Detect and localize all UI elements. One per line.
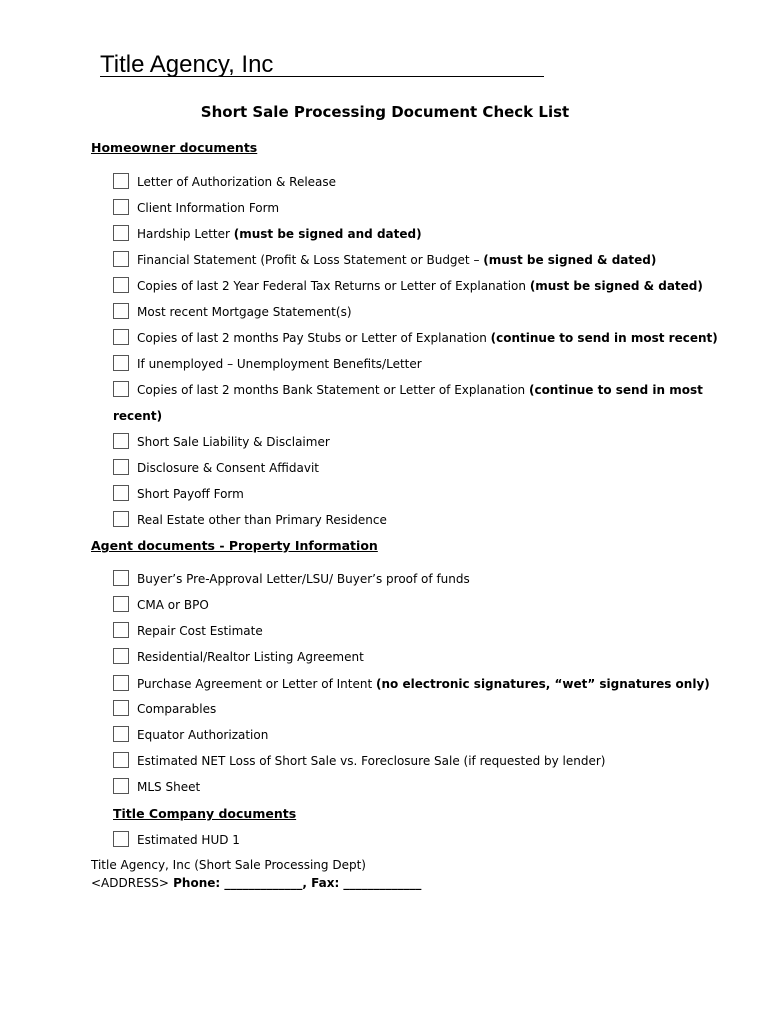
checkbox[interactable]	[113, 199, 129, 215]
checkbox[interactable]	[113, 700, 129, 716]
item-note: (must be signed and dated)	[233, 227, 422, 241]
item-label: Residential/Realtor Listing Agreement	[137, 650, 364, 664]
item-note: (no electronic signatures, “wet” signatures only)	[376, 677, 710, 691]
item-label: Client Information Form	[137, 201, 280, 215]
checkbox[interactable]	[113, 596, 129, 612]
item-note: (continue to send in most	[528, 383, 703, 397]
checkbox[interactable]	[113, 752, 129, 768]
item-label: Comparables	[137, 702, 217, 716]
checkbox[interactable]	[113, 277, 129, 293]
agency-name: Title Agency, Inc	[100, 51, 274, 78]
checkbox[interactable]	[113, 648, 129, 664]
item-label: Short Sale Liability & Disclaimer	[137, 435, 330, 449]
item-label: Hardship Letter	[137, 227, 234, 241]
checkbox[interactable]	[113, 831, 129, 847]
item-label: Disclosure & Consent Affidavit	[137, 461, 320, 475]
item-label: Equator Authorization	[137, 728, 269, 742]
item-label: Copies of last 2 months Pay Stubs or Letter of Explanation	[137, 331, 491, 345]
checkbox[interactable]	[113, 303, 129, 319]
checkbox[interactable]	[113, 622, 129, 638]
item-label: If unemployed – Unemployment Benefits/Letter	[137, 357, 422, 371]
item-label: Most recent Mortgage Statement(s)	[137, 305, 352, 319]
item-note: (must be signed & dated)	[529, 279, 703, 293]
checkbox[interactable]	[113, 329, 129, 345]
footer-department: Title Agency, Inc (Short Sale Processing Dept)	[91, 858, 366, 872]
item-label: Copies of last 2 Year Federal Tax Returns or Letter of Explanation	[137, 279, 530, 293]
item-label: CMA or BPO	[137, 598, 209, 612]
title-company-documents-heading: Title Company documents	[113, 806, 297, 821]
checkbox[interactable]	[113, 675, 129, 691]
checkbox[interactable]	[113, 485, 129, 501]
checkbox[interactable]	[113, 225, 129, 241]
item-label: Purchase Agreement or Letter of Intent	[137, 677, 376, 691]
item-label: Copies of last 2 months Bank Statement or Letter of Explanation	[137, 383, 529, 397]
item-label: Real Estate other than Primary Residence	[137, 513, 387, 527]
item-label: Short Payoff Form	[137, 487, 244, 501]
checkbox[interactable]	[113, 570, 129, 586]
item-label: Financial Statement (Profit & Loss Statement or Budget –	[137, 253, 484, 267]
footer-address: <ADDRESS>	[91, 876, 169, 890]
checkbox[interactable]	[113, 355, 129, 371]
checkbox[interactable]	[113, 459, 129, 475]
checkbox[interactable]	[113, 778, 129, 794]
checkbox[interactable]	[113, 381, 129, 397]
title-underline	[100, 76, 544, 77]
checkbox[interactable]	[113, 511, 129, 527]
document-title: Short Sale Processing Document Check List	[200, 103, 570, 121]
item-note: (must be signed & dated)	[483, 253, 657, 267]
homeowner-documents-heading: Homeowner documents	[91, 140, 258, 155]
item-label: Buyer’s Pre-Approval Letter/LSU/ Buyer’s proof of funds	[137, 572, 470, 586]
item-label: Estimated NET Loss of Short Sale vs. Foreclosure Sale (if requested by lender)	[137, 754, 606, 768]
item-label: MLS Sheet	[137, 780, 201, 794]
checkbox[interactable]	[113, 251, 129, 267]
item-label: Letter of Authorization & Release	[137, 175, 337, 189]
item-note: (continue to send in most recent)	[490, 331, 718, 345]
checkbox[interactable]	[113, 726, 129, 742]
item-label: Estimated HUD 1	[137, 833, 240, 847]
checkbox[interactable]	[113, 433, 129, 449]
item-note-continued: recent)	[113, 409, 163, 423]
footer-phone-fax: Phone: _____________, Fax: _____________	[168, 876, 422, 890]
footer-contact	[91, 875, 421, 892]
agent-documents-heading: Agent documents - Property Information	[91, 538, 378, 553]
item-label: Repair Cost Estimate	[137, 624, 263, 638]
checkbox[interactable]	[113, 173, 129, 189]
